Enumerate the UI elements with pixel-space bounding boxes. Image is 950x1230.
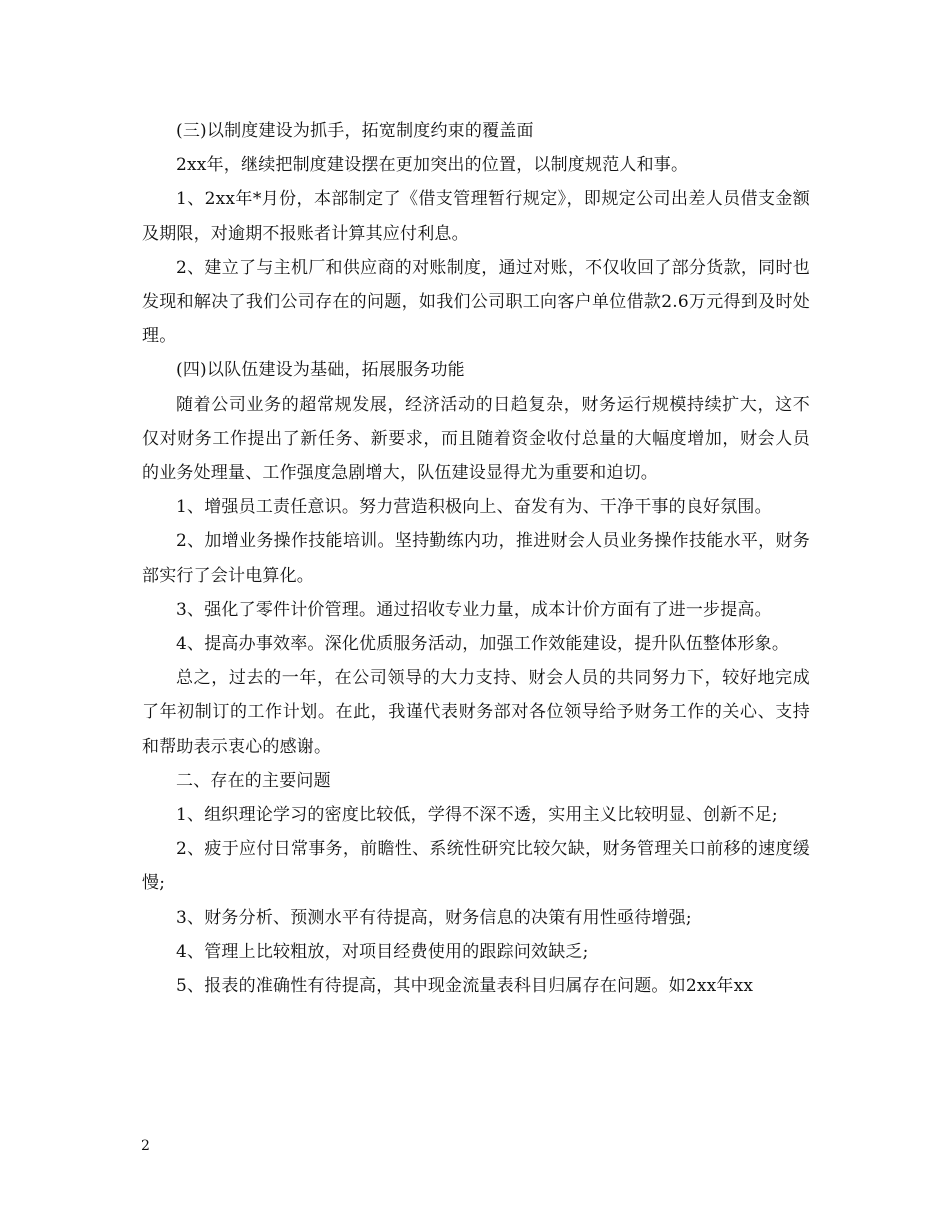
- paragraph: 2xx年，继续把制度建设摆在更加突出的位置，以制度规范人和事。: [176, 155, 689, 176]
- list-item: 4、提高办事效率。深化优质服务活动，加强工作效能建设，提升队伍整体形象。: [176, 634, 790, 655]
- list-item: 1、组织理论学习的密度比较低，学得不深不透，实用主义比较明显、创新不足;: [176, 805, 778, 826]
- section-heading-4: (四)以队伍建设为基础，拓展服务功能: [176, 360, 465, 381]
- section-heading-3: (三)以制度建设为抓手，拓宽制度约束的覆盖面: [176, 121, 534, 141]
- list-item: 5、报表的准确性有待提高，其中现金流量表科目归属存在问题。如2xx年xx: [176, 976, 754, 997]
- list-item: 2、疲于应付日常事务，前瞻性、系统性研究比较欠缺，财务管理关口前移的速度缓慢;: [142, 839, 810, 894]
- list-item: 2、加增业务操作技能培训。坚持勤练内功，推进财会人员业务操作技能水平，财务部实行了会计电算化。: [142, 531, 810, 586]
- list-item: 3、财务分析、预测水平有待提高，财务信息的决策有用性亟待增强;: [176, 907, 692, 928]
- list-item: 4、管理上比较粗放，对项目经费使用的跟踪问效缺乏;: [176, 941, 589, 962]
- paragraph: 随着公司业务的超常规发展，经济活动的日趋复杂，财务运行规模持续扩大，这不仅对财务工作提出了新任务、新要求，而且随着资金收付总量的大幅度增加，财会人员的业务处理量、工作强度急剧增大，队伍建设显得尤为重要和迫切。: [142, 394, 810, 484]
- list-item: 1、增强员工责任意识。努力营造积极向上、奋发有为、干净干事的良好氛围。: [176, 497, 772, 518]
- list-item: 3、强化了零件计价管理。通过招收专业力量，成本计价方面有了进一步提高。: [176, 599, 772, 620]
- summary-paragraph: 总之，过去的一年，在公司领导的大力支持、财会人员的共同努力下，较好地完成了年初制订的工作计划。在此，我谨代表财务部对各位领导给予财务工作的关心、支持和帮助表示衷心的感谢。: [142, 668, 810, 757]
- section-heading-problems: 二、存在的主要问题: [176, 770, 331, 791]
- document-body: [142, 114, 810, 1003]
- page-number: 2: [141, 1138, 150, 1154]
- list-item: 1、2xx年*月份，本部制定了《借支管理暂行规定》，即规定公司出差人员借支金额及期限，对逾期不报账者计算其应付利息。: [142, 189, 810, 244]
- list-item: 2、建立了与主机厂和供应商的对账制度，通过对账，不仅收回了部分货款，同时也发现和解决了我们公司存在的问题，如我们公司职工向客户单位借款2.6万元得到及时处理。: [142, 257, 810, 347]
